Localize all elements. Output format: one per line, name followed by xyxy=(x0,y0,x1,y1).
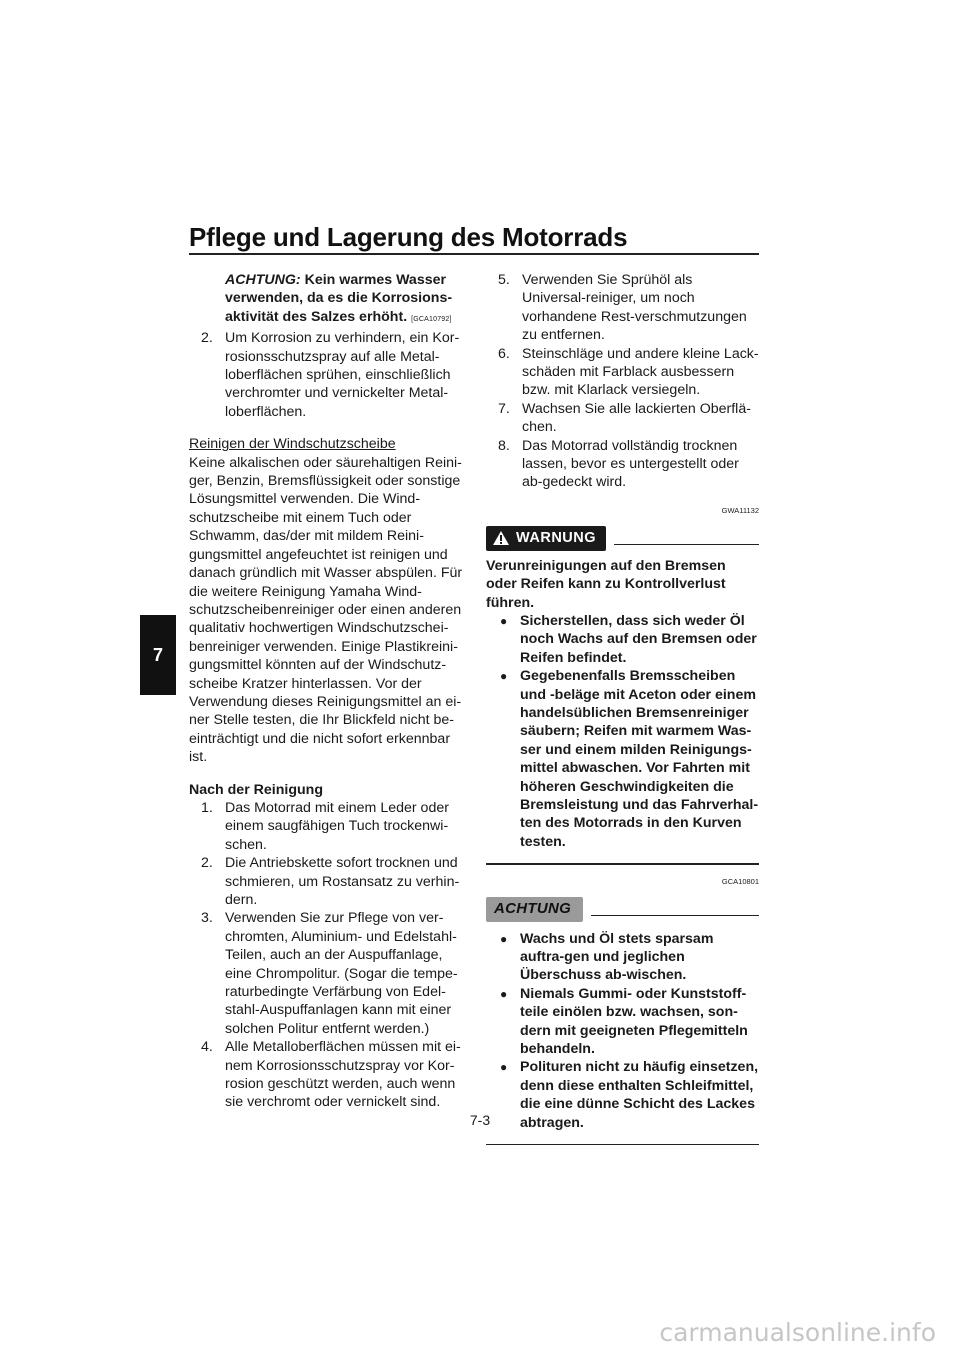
warning-bullets xyxy=(486,612,759,851)
bullet-icon: ● xyxy=(500,613,508,628)
windshield-heading: Reinigen der Windschutzscheibe xyxy=(189,436,396,453)
caution-end-rule xyxy=(486,1144,759,1146)
bullet-text: Gegebenenfalls Bremsscheiben und -beläge mit Aceton oder einem handelsüblichen Bremsenreiniger säubern; Reifen mit warmem Was-ser und einem milden Reinigungs-mittel abwaschen. Vor Fahrten mit höheren Geschwindigkeiten die Bremsleistung und das Fahrverhal-ten des Motorrads in den Kurven testen. xyxy=(520,668,759,850)
after-cleaning-steps xyxy=(189,799,464,1112)
list-item xyxy=(189,329,464,421)
bullet-text: Sicherstellen, dass sich weder Öl noch Wachs auf den Bremsen oder Reifen befindet. xyxy=(520,612,757,666)
left-column xyxy=(189,271,464,1112)
list-item xyxy=(486,400,759,437)
step-number: 1. xyxy=(201,799,213,816)
inline-caution-code: [GCA10792] xyxy=(411,315,452,323)
warning-header xyxy=(486,526,759,550)
step-text: Steinschläge und andere kleine Lack-schäden mit Farblack ausbessern bzw. mit Klarlack versiegeln. xyxy=(522,345,759,399)
inline-caution xyxy=(189,271,464,329)
list-item xyxy=(486,985,759,1059)
step-text: Verwenden Sie zur Pflege von ver-chromten, Aluminium- und Edelstahl-Teilen, auch an der Auspuffanlage, eine Chrompolitur. (Sogar die tempe-raturbedingte Verfärbung von Edel-stahl-Auspuffanlagen kann mit einer solchen Politur entfernt werden.) xyxy=(225,910,458,1037)
page-title: Pflege und Lagerung des Motorrads xyxy=(189,222,628,252)
wash-steps-continued xyxy=(189,329,464,421)
list-item xyxy=(486,667,759,851)
warning-intro: Verunreinigungen auf den Bremsen oder Reifen kann zu Kontrollverlust führen. xyxy=(486,557,726,611)
step-number: 3. xyxy=(201,910,213,927)
bullet-icon: ● xyxy=(500,931,508,946)
right-column xyxy=(486,271,759,1145)
list-item xyxy=(189,854,464,909)
list-item xyxy=(486,612,759,667)
chapter-tab: 7 xyxy=(140,615,176,695)
step-number: 6. xyxy=(498,345,510,362)
warning-triangle-icon xyxy=(492,530,510,546)
inline-caution-label: ACHTUNG: xyxy=(225,272,301,288)
warning-badge xyxy=(486,526,606,550)
bullet-icon: ● xyxy=(500,669,508,684)
list-item xyxy=(486,345,759,400)
step-number: 7. xyxy=(498,400,510,417)
inline-caution-text: Kein warmes Wasser verwenden, da es die Korrosions-aktivität des Salzes erhöht. xyxy=(225,272,453,325)
step-text: Das Motorrad vollständig trocknen lassen, bevor es untergestellt oder ab-gedeckt wird. xyxy=(522,437,739,491)
step-text: Um Korrosion zu verhindern, ein Kor-rosionsschutzspray auf alle Metal-loberflächen sprühen, einschließlich verchromter und vernickelter Metal-loberflächen. xyxy=(225,330,460,420)
windshield-text: Keine alkalischen oder säurehaltigen Reini-ger, Benzin, Bremsflüssigkeit oder sonstige Lösungsmittel verwenden. Die Wind-schutzscheibe mit einem Tuch oder Schwamm, das/der mit mildem Reini-gungsmittel angefeuchtet ist reinigen und danach gründlich mit Wasser abspülen. Für die weitere Reinigung Yamaha Wind-schutzscheibenreiniger oder einen anderen qualitativ hochwertigen Windschutzschei-benreiniger verwenden. Einige Plastikreini-gungsmittel könnten auf der Windschutz-scheibe Kratzer hinterlassen. Vor der Verwendung dieses Reinigungsmittel an ei-ner Stelle testen, die Ihr Blickfeld nicht be-einträchtigt und die nicht sofort erkennbar ist. xyxy=(189,454,463,766)
title-rule xyxy=(189,253,759,255)
step-number: 2. xyxy=(201,855,213,872)
after-cleaning-steps-continued xyxy=(486,271,759,492)
caution-header xyxy=(486,897,759,921)
step-text: Wachsen Sie alle lackierten Oberflä-chen. xyxy=(522,400,751,436)
warning-label: WARNUNG xyxy=(516,530,597,547)
page-number: 7-3 xyxy=(469,1112,491,1128)
step-text: Das Motorrad mit einem Leder oder einem saugfähigen Tuch trockenwi-schen. xyxy=(225,799,449,853)
list-item xyxy=(189,909,464,1038)
caution-badge: ACHTUNG xyxy=(486,897,583,921)
warning-end-rule xyxy=(486,863,759,865)
after-cleaning-heading: Nach der Reinigung xyxy=(189,781,324,798)
list-item xyxy=(486,437,759,492)
bullet-icon: ● xyxy=(500,1060,508,1075)
step-text: Die Antriebskette sofort trocknen und schmieren, um Rostansatz zu verhin-dern. xyxy=(225,855,460,908)
caution-code: GCA10801 xyxy=(721,876,759,886)
step-text: Alle Metalloberflächen müssen mit ei-nem Korrosionsschutzspray vor Kor-rosion geschützt werden, auch wenn sie verchromt oder vernickelt sind. xyxy=(225,1039,461,1111)
step-number: 8. xyxy=(498,437,510,454)
list-item xyxy=(486,271,759,345)
bullet-text: Polituren nicht zu häufig einsetzen, denn diese enthalten Schleifmittel, die eine dünne Schicht des Lackes abtragen. xyxy=(520,1059,759,1131)
bullet-icon: ● xyxy=(500,986,508,1001)
watermark: carmanualsonline.info xyxy=(659,1318,936,1347)
warning-code: GWA11132 xyxy=(721,505,759,515)
bullet-text: Wachs und Öl stets sparsam auftra-gen und jeglichen Überschuss ab-wischen. xyxy=(520,930,714,984)
caution-rule xyxy=(591,915,759,917)
step-number: 4. xyxy=(201,1039,213,1056)
step-number: 2. xyxy=(201,330,213,347)
list-item xyxy=(486,930,759,985)
list-item xyxy=(189,799,464,854)
list-item xyxy=(189,1038,464,1112)
step-number: 5. xyxy=(498,272,510,288)
warning-rule xyxy=(614,544,759,546)
bullet-text: Niemals Gummi- oder Kunststoff-teile einölen bzw. wachsen, son-dern mit geeigneten Pflegemitteln behandeln. xyxy=(520,985,748,1057)
step-text: Verwenden Sie Sprühöl als Universal-reiniger, um noch vorhandene Rest-verschmutzungen zu entfernen. xyxy=(522,272,747,344)
caution-bullets xyxy=(486,930,759,1132)
